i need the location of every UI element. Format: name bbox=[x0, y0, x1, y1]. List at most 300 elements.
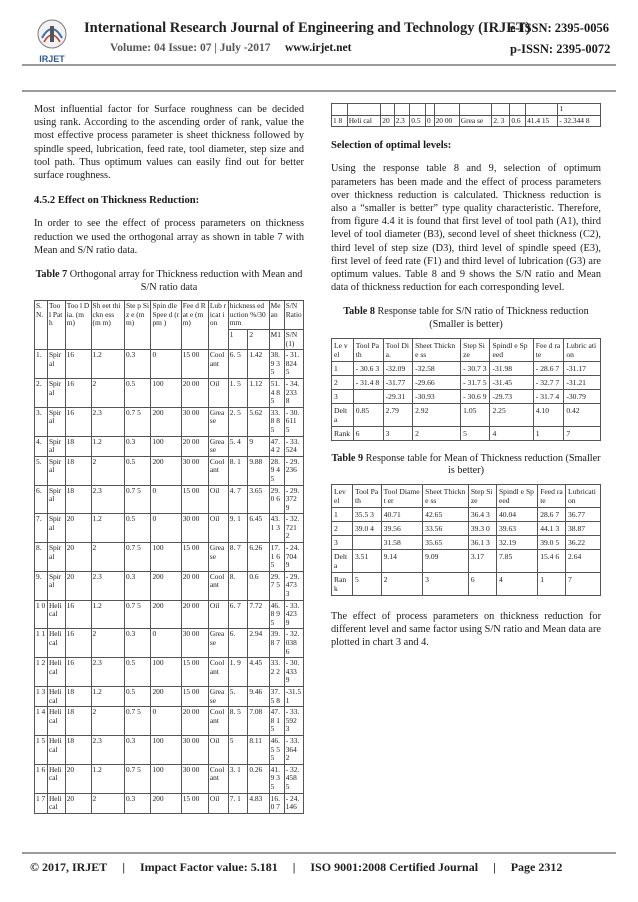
table-cell: 0.5 bbox=[125, 514, 151, 543]
table-cell: 18 bbox=[65, 436, 91, 456]
table-cell: 0 bbox=[151, 629, 181, 658]
table-cell: Cool ant bbox=[208, 658, 228, 687]
table-cell: 0 bbox=[151, 707, 181, 736]
page-header bbox=[0, 0, 638, 92]
table-cell: 20 00 bbox=[181, 571, 208, 600]
column-subheader: 2 bbox=[248, 330, 269, 350]
table-row bbox=[332, 115, 601, 127]
table-cell: Lubricati on bbox=[566, 484, 601, 507]
table-cell: 6. bbox=[35, 485, 48, 514]
table-cell: Spir al bbox=[47, 543, 65, 572]
table-cell: 1.42 bbox=[248, 350, 269, 379]
table-cell: 1 3 bbox=[35, 686, 48, 706]
table-cell: 20 bbox=[65, 514, 91, 543]
table-cell: - 33.524 bbox=[284, 436, 303, 456]
table-cell: - 29.372 9 bbox=[284, 485, 303, 514]
table-cell: Spir al bbox=[47, 350, 65, 379]
table-cell: -31.45 bbox=[490, 375, 533, 389]
table-cell: -32.58 bbox=[413, 361, 461, 375]
table-cell: 33.56 bbox=[423, 521, 469, 535]
table-cell: 20 00 bbox=[181, 378, 208, 407]
table-row bbox=[35, 793, 304, 813]
table-cell: 0.7 5 bbox=[125, 485, 151, 514]
page-number: Page 2312 bbox=[510, 860, 563, 874]
table-cell: Heli cal bbox=[47, 686, 65, 706]
table-cell: 2 bbox=[91, 629, 124, 658]
table-row bbox=[35, 764, 304, 793]
table-cell: 4.83 bbox=[248, 793, 269, 813]
table-cell: 1 5 bbox=[35, 735, 48, 764]
table-cell: 200 bbox=[151, 793, 181, 813]
table-cell: 1.2 bbox=[91, 350, 124, 379]
irjet-logo-icon bbox=[30, 16, 74, 66]
table-cell: 4.10 bbox=[533, 403, 564, 426]
table-cell: 2 bbox=[332, 375, 354, 389]
table-cell: 9.14 bbox=[381, 549, 423, 572]
table-cell: 36.1 3 bbox=[468, 535, 496, 549]
table-cell: Heli cal bbox=[47, 658, 65, 687]
impact-factor: Impact Factor value: 5.181 bbox=[139, 860, 278, 874]
table-cell: 100 bbox=[151, 658, 181, 687]
table-cell: 7 bbox=[566, 572, 601, 595]
table-cell: 200 bbox=[151, 600, 181, 629]
table9-caption: Table 9 Response table for Mean of Thickness reduction (Smaller is better) bbox=[331, 452, 601, 477]
column-header: hickness eduction %/30mm bbox=[228, 301, 269, 330]
column-subheader: M1 bbox=[269, 330, 284, 350]
table-cell: 8. 7 bbox=[228, 543, 248, 572]
table-cell: 38.87 bbox=[566, 521, 601, 535]
table-cell: 8. 5 bbox=[228, 707, 248, 736]
table-cell: 3.65 bbox=[248, 485, 269, 514]
table-cell bbox=[426, 104, 435, 116]
table-cell: 2. bbox=[35, 378, 48, 407]
table-cell: Heli cal bbox=[47, 707, 65, 736]
table-cell bbox=[410, 104, 426, 116]
table-cell: Delt a bbox=[332, 403, 354, 426]
table-cell: Tool Dia. bbox=[383, 338, 412, 361]
table-cell bbox=[353, 389, 383, 403]
table-cell: Spir al bbox=[47, 456, 65, 485]
table-cell: 51.4 85 bbox=[269, 378, 284, 407]
table-cell: - 28.6 7 bbox=[533, 361, 564, 375]
table-cell: Cool ant bbox=[208, 456, 228, 485]
table-row bbox=[35, 686, 304, 706]
table-cell: 3. 1 bbox=[228, 764, 248, 793]
table-cell: 42.65 bbox=[423, 507, 469, 521]
table-cell: 7 bbox=[564, 426, 601, 440]
table-cell: 200 bbox=[151, 571, 181, 600]
table-cell: - 30.6 9 bbox=[461, 389, 490, 403]
table-cell: 16 bbox=[65, 600, 91, 629]
table-cell: 9.46 bbox=[248, 686, 269, 706]
table-cell: 37.5 8 bbox=[269, 686, 284, 706]
table-cell: 46.5 55 bbox=[269, 735, 284, 764]
table-cell: 18 bbox=[65, 707, 91, 736]
table-cell: - 32.721 2 bbox=[284, 514, 303, 543]
table-row bbox=[35, 514, 304, 543]
table-cell: 7.08 bbox=[248, 707, 269, 736]
table-cell: 5 bbox=[461, 426, 490, 440]
table-cell: 20 00 bbox=[181, 436, 208, 456]
table-cell: Rank bbox=[332, 426, 354, 440]
table-cell: 0.5 bbox=[125, 686, 151, 706]
table-cell: 39.8 7 bbox=[269, 629, 284, 658]
table-row bbox=[35, 707, 304, 736]
table-cell: 4. 7 bbox=[228, 485, 248, 514]
table-cell: - 31.824 5 bbox=[284, 350, 303, 379]
table-header-row bbox=[332, 338, 601, 361]
table-row bbox=[35, 456, 304, 485]
table-cell: 3.17 bbox=[468, 549, 496, 572]
table-cell: 2 bbox=[91, 707, 124, 736]
table-row bbox=[35, 436, 304, 456]
table7 bbox=[34, 300, 304, 813]
table-cell: 15 00 bbox=[181, 658, 208, 687]
table-cell: 3 bbox=[332, 535, 353, 549]
table-cell: Tool Path bbox=[353, 338, 383, 361]
table-cell: 2 bbox=[91, 793, 124, 813]
table-cell: 0.5 bbox=[410, 115, 426, 127]
footer-separator: | bbox=[122, 860, 125, 874]
table-cell: 2.3 bbox=[91, 658, 124, 687]
table-cell: Oil bbox=[208, 793, 228, 813]
table-cell: 20 00 bbox=[181, 600, 208, 629]
table-cell: 20 00 bbox=[181, 707, 208, 736]
table-cell: Cool ant bbox=[208, 350, 228, 379]
table-cell: 100 bbox=[151, 378, 181, 407]
footer-rule bbox=[22, 852, 616, 854]
table-cell: 40.71 bbox=[381, 507, 423, 521]
table-cell: 2.94 bbox=[248, 629, 269, 658]
table-cell: Delt a bbox=[332, 549, 353, 572]
table-cell: 3 bbox=[383, 426, 412, 440]
table-row bbox=[35, 658, 304, 687]
table-cell bbox=[352, 535, 381, 549]
table-cell: Oil bbox=[208, 485, 228, 514]
table-cell bbox=[510, 104, 526, 116]
table-cell: Heli cal bbox=[47, 629, 65, 658]
table-cell bbox=[347, 104, 381, 116]
table-cell: 5 bbox=[352, 572, 381, 595]
table-cell: Ran k bbox=[332, 572, 353, 595]
table-cell: 39.63 bbox=[496, 521, 537, 535]
table-cell: 0.42 bbox=[564, 403, 601, 426]
table-cell: 100 bbox=[151, 436, 181, 456]
table-cell: 9 bbox=[248, 436, 269, 456]
table-cell: 35.5 3 bbox=[352, 507, 381, 521]
table-cell: 30 00 bbox=[181, 407, 208, 436]
table-cell: - 29.473 3 bbox=[284, 571, 303, 600]
table-cell: - 34.233 8 bbox=[284, 378, 303, 407]
table-cell: 1.2 bbox=[91, 514, 124, 543]
table-cell: 9. bbox=[35, 571, 48, 600]
table-cell: 2.3 bbox=[91, 485, 124, 514]
table7-caption: Table 7 Orthogonal array for Thickness reduction with Mean and S/N ratio data bbox=[35, 269, 303, 293]
table-cell: 2.3 bbox=[394, 115, 410, 127]
table-cell: 2.3 bbox=[91, 407, 124, 436]
table-cell: -30.79 bbox=[564, 389, 601, 403]
table-cell: 36.22 bbox=[566, 535, 601, 549]
table-cell: 16.0 7 bbox=[269, 793, 284, 813]
table-cell: Spindl e Speed bbox=[490, 338, 533, 361]
table-cell: 1.2 bbox=[91, 600, 124, 629]
table-cell: 2 bbox=[91, 456, 124, 485]
table-cell: 6 bbox=[468, 572, 496, 595]
column-subheader: S/N(1) bbox=[284, 330, 303, 350]
table-header-row bbox=[332, 484, 601, 507]
table-cell: 5 bbox=[228, 735, 248, 764]
table-cell: 1 2 bbox=[35, 658, 48, 687]
table-cell: - 33.364 2 bbox=[284, 735, 303, 764]
table-cell: 2.64 bbox=[566, 549, 601, 572]
table-cell: 0 bbox=[151, 350, 181, 379]
table-row bbox=[332, 521, 601, 535]
table-cell: 8. bbox=[35, 543, 48, 572]
column-header: Sh eet thi ckn ess (m m) bbox=[91, 301, 124, 350]
table-cell: 3 bbox=[332, 389, 354, 403]
column-header: Ste p Siz e (m m) bbox=[125, 301, 151, 350]
table-cell: Tool Diamet er bbox=[381, 484, 423, 507]
table-cell: 3.51 bbox=[352, 549, 381, 572]
table-cell: 0.3 bbox=[125, 436, 151, 456]
table-cell: Heli cal bbox=[47, 793, 65, 813]
table-cell: Tool Path bbox=[352, 484, 381, 507]
table-cell: 33.2 2 bbox=[269, 658, 284, 687]
table-cell: 2. 3 bbox=[492, 115, 510, 127]
table-cell: - 30.6 3 bbox=[353, 361, 383, 375]
table-cell: 8. 1 bbox=[228, 456, 248, 485]
table-cell: - 31.7 4 bbox=[533, 389, 564, 403]
table-row bbox=[35, 571, 304, 600]
table-row bbox=[332, 535, 601, 549]
table-row bbox=[332, 549, 601, 572]
table-cell: 20 bbox=[65, 793, 91, 813]
table-cell: 6 bbox=[353, 426, 383, 440]
table-cell: Grea se bbox=[208, 436, 228, 456]
table-cell: 43.1 3 bbox=[269, 514, 284, 543]
table-cell: 16 bbox=[65, 378, 91, 407]
table-cell: Step Size bbox=[468, 484, 496, 507]
table-cell: 0.7 5 bbox=[125, 707, 151, 736]
table-cell: 16 bbox=[65, 658, 91, 687]
table-cell: 3 bbox=[423, 572, 469, 595]
table-cell: 44.1 3 bbox=[538, 521, 566, 535]
table-cell: Grea se bbox=[208, 543, 228, 572]
table-cell: 35.65 bbox=[423, 535, 469, 549]
table-cell: 15 00 bbox=[181, 793, 208, 813]
intro-paragraph: Most influential factor for Surface roughness can be decided using rank. According to the ascending order of rank, value the most effective process parameter is sheet thickness followed by spindle speed, lubrication, feed rate, tool diameter, step size and tool path. Thus optimum values can easily find out for better surface roughness. bbox=[34, 104, 304, 182]
table-cell: Spindl e Speed bbox=[496, 484, 537, 507]
page-footer bbox=[30, 860, 574, 875]
table-cell: 2 bbox=[332, 521, 353, 535]
table-cell: -32.09 bbox=[383, 361, 412, 375]
table8-caption: Table 8 Response table for S/N ratio of Thickness reduction (Smaller is better) bbox=[343, 306, 589, 331]
table-cell: 20 bbox=[381, 115, 394, 127]
table-cell: Oil bbox=[208, 735, 228, 764]
table-cell: 2.3 bbox=[91, 735, 124, 764]
table-cell: 6. 5 bbox=[228, 350, 248, 379]
table-cell: 2 bbox=[91, 378, 124, 407]
table-cell: 100 bbox=[151, 735, 181, 764]
table-cell: 0.7 5 bbox=[125, 600, 151, 629]
table-cell: 0.5 bbox=[125, 378, 151, 407]
table-cell: 3. bbox=[35, 407, 48, 436]
table-cell: Sheet Thickne ss bbox=[413, 338, 461, 361]
table-cell: 1. 9 bbox=[228, 658, 248, 687]
left-column bbox=[34, 103, 304, 814]
table-cell: 46.8 95 bbox=[269, 600, 284, 629]
table-cell: 100 bbox=[151, 764, 181, 793]
column-subheader: 1 bbox=[228, 330, 248, 350]
table-cell: Grea se bbox=[208, 686, 228, 706]
table-cell: 41.4 15 bbox=[526, 115, 558, 127]
table-cell: 36.77 bbox=[566, 507, 601, 521]
table-cell: Heli cal bbox=[47, 600, 65, 629]
table-cell: Le vel bbox=[332, 338, 354, 361]
table-cell: 1 8 bbox=[332, 115, 348, 127]
table-cell: 7. 1 bbox=[228, 793, 248, 813]
table-cell: 16 bbox=[65, 407, 91, 436]
table-row bbox=[332, 375, 601, 389]
table-cell: 5. 4 bbox=[228, 436, 248, 456]
table-cell: 0.7 5 bbox=[125, 764, 151, 793]
table-cell: 2.3 bbox=[91, 571, 124, 600]
table-cell: -29.73 bbox=[490, 389, 533, 403]
table-cell: 1.2 bbox=[91, 686, 124, 706]
table9 bbox=[331, 484, 601, 596]
svg-text:IRJET: IRJET bbox=[39, 54, 65, 64]
table-row bbox=[35, 407, 304, 436]
table-cell: - 24.704 9 bbox=[284, 543, 303, 572]
table-cell: 16 bbox=[65, 350, 91, 379]
table-cell: 4.45 bbox=[248, 658, 269, 687]
table-cell: 33.8 85 bbox=[269, 407, 284, 436]
table-cell: 8.11 bbox=[248, 735, 269, 764]
table-cell: 41.9 35 bbox=[269, 764, 284, 793]
table-cell: 39.56 bbox=[381, 521, 423, 535]
table-cell: Spir al bbox=[47, 436, 65, 456]
table-cell: Spir al bbox=[47, 571, 65, 600]
footer-separator: | bbox=[493, 860, 496, 874]
table-cell: 0.85 bbox=[353, 403, 383, 426]
table-cell: - 33.423 9 bbox=[284, 600, 303, 629]
table-cell: 47.4 2 bbox=[269, 436, 284, 456]
table-cell: 29.0 6 bbox=[269, 485, 284, 514]
table-row bbox=[35, 629, 304, 658]
table-cell: 200 bbox=[151, 456, 181, 485]
table-cell: 17.1 65 bbox=[269, 543, 284, 572]
column-header: S. N. bbox=[35, 301, 48, 350]
table-cell: 0 bbox=[151, 485, 181, 514]
table-cell: 30 00 bbox=[181, 629, 208, 658]
table-cell: 0.3 bbox=[125, 350, 151, 379]
table-cell: 0.3 bbox=[125, 793, 151, 813]
column-header: S/N Ratio bbox=[284, 301, 303, 330]
table-cell: 4 bbox=[496, 572, 537, 595]
table-cell: 38.9 35 bbox=[269, 350, 284, 379]
table-cell: Fee d rate bbox=[533, 338, 564, 361]
table-cell: Sheet Thickne ss bbox=[423, 484, 469, 507]
table-cell: 1.12 bbox=[248, 378, 269, 407]
table-cell: -30.93 bbox=[413, 389, 461, 403]
table-cell: 15.4 6 bbox=[538, 549, 566, 572]
volume-issue: Volume: 04 Issue: 07 | July -2017 bbox=[110, 42, 271, 54]
table-cell: 28.6 7 bbox=[538, 507, 566, 521]
table-cell: 0.3 bbox=[125, 735, 151, 764]
table-cell bbox=[492, 104, 510, 116]
header-rule-bottom bbox=[22, 90, 616, 92]
section-paragraph: In order to see the effect of process parameters on thickness reduction we used the orthogonal array as shown in table 7 with Mean and S/N ratio data. bbox=[34, 218, 304, 256]
table-cell: 39.0 4 bbox=[352, 521, 381, 535]
table-cell: - 30.7 3 bbox=[461, 361, 490, 375]
table-cell: 36.4 3 bbox=[468, 507, 496, 521]
section-heading: 4.5.2 Effect on Thickness Reduction: bbox=[34, 195, 200, 207]
column-header: Mean bbox=[269, 301, 284, 330]
table-cell: 9.09 bbox=[423, 549, 469, 572]
table-cell: -29.31 bbox=[383, 389, 412, 403]
table-cell: 2 bbox=[413, 426, 461, 440]
header-rule bbox=[22, 64, 616, 66]
table-cell: 1 bbox=[332, 361, 354, 375]
table-cell: 2 bbox=[381, 572, 423, 595]
table-cell: 5. bbox=[35, 456, 48, 485]
table-cell: -31.21 bbox=[564, 375, 601, 389]
table-cell: 1 bbox=[558, 104, 601, 116]
table-cell: 1 6 bbox=[35, 764, 48, 793]
table-cell bbox=[381, 104, 394, 116]
table7-continued bbox=[331, 103, 601, 127]
table-row bbox=[332, 426, 601, 440]
table-cell: Lubric ation bbox=[564, 338, 601, 361]
table-cell: Oil bbox=[208, 600, 228, 629]
table-cell: 40.04 bbox=[496, 507, 537, 521]
table-cell: 29.7 5 bbox=[269, 571, 284, 600]
table-cell: 1 1 bbox=[35, 629, 48, 658]
table-cell: Step Size bbox=[461, 338, 490, 361]
table-cell: 1. bbox=[35, 350, 48, 379]
table-cell: 28.9 45 bbox=[269, 456, 284, 485]
table-row bbox=[35, 378, 304, 407]
table-cell: 15 00 bbox=[181, 485, 208, 514]
selection-heading: Selection of optimal levels: bbox=[331, 140, 452, 152]
table-cell: Spir al bbox=[47, 407, 65, 436]
table-cell: 47.8 15 bbox=[269, 707, 284, 736]
table-cell: Heli cal bbox=[47, 735, 65, 764]
table-cell: -29.66 bbox=[413, 375, 461, 389]
table-cell: 0.26 bbox=[248, 764, 269, 793]
table-cell: 1. 5 bbox=[228, 378, 248, 407]
table-cell: 0.7 5 bbox=[125, 543, 151, 572]
table-cell: 0.3 bbox=[125, 629, 151, 658]
right-column bbox=[331, 103, 601, 649]
table-header-row bbox=[35, 301, 304, 330]
table-cell: 200 bbox=[151, 407, 181, 436]
table-cell: 0.5 bbox=[125, 658, 151, 687]
table-cell: Grea se bbox=[208, 629, 228, 658]
column-header: Lub ricat ion bbox=[208, 301, 228, 350]
table-cell: Spir al bbox=[47, 485, 65, 514]
table-cell: Spir al bbox=[47, 378, 65, 407]
footer-separator: | bbox=[292, 860, 296, 874]
table-cell bbox=[394, 104, 410, 116]
table-cell: 6.45 bbox=[248, 514, 269, 543]
table-cell: 1 bbox=[538, 572, 566, 595]
journal-url[interactable]: www.irjet.net bbox=[285, 42, 352, 54]
table-cell: 15 00 bbox=[181, 350, 208, 379]
table-row bbox=[332, 403, 601, 426]
column-header: Fee d Rat e (m m) bbox=[181, 301, 208, 350]
table-cell: Cool ant bbox=[208, 707, 228, 736]
